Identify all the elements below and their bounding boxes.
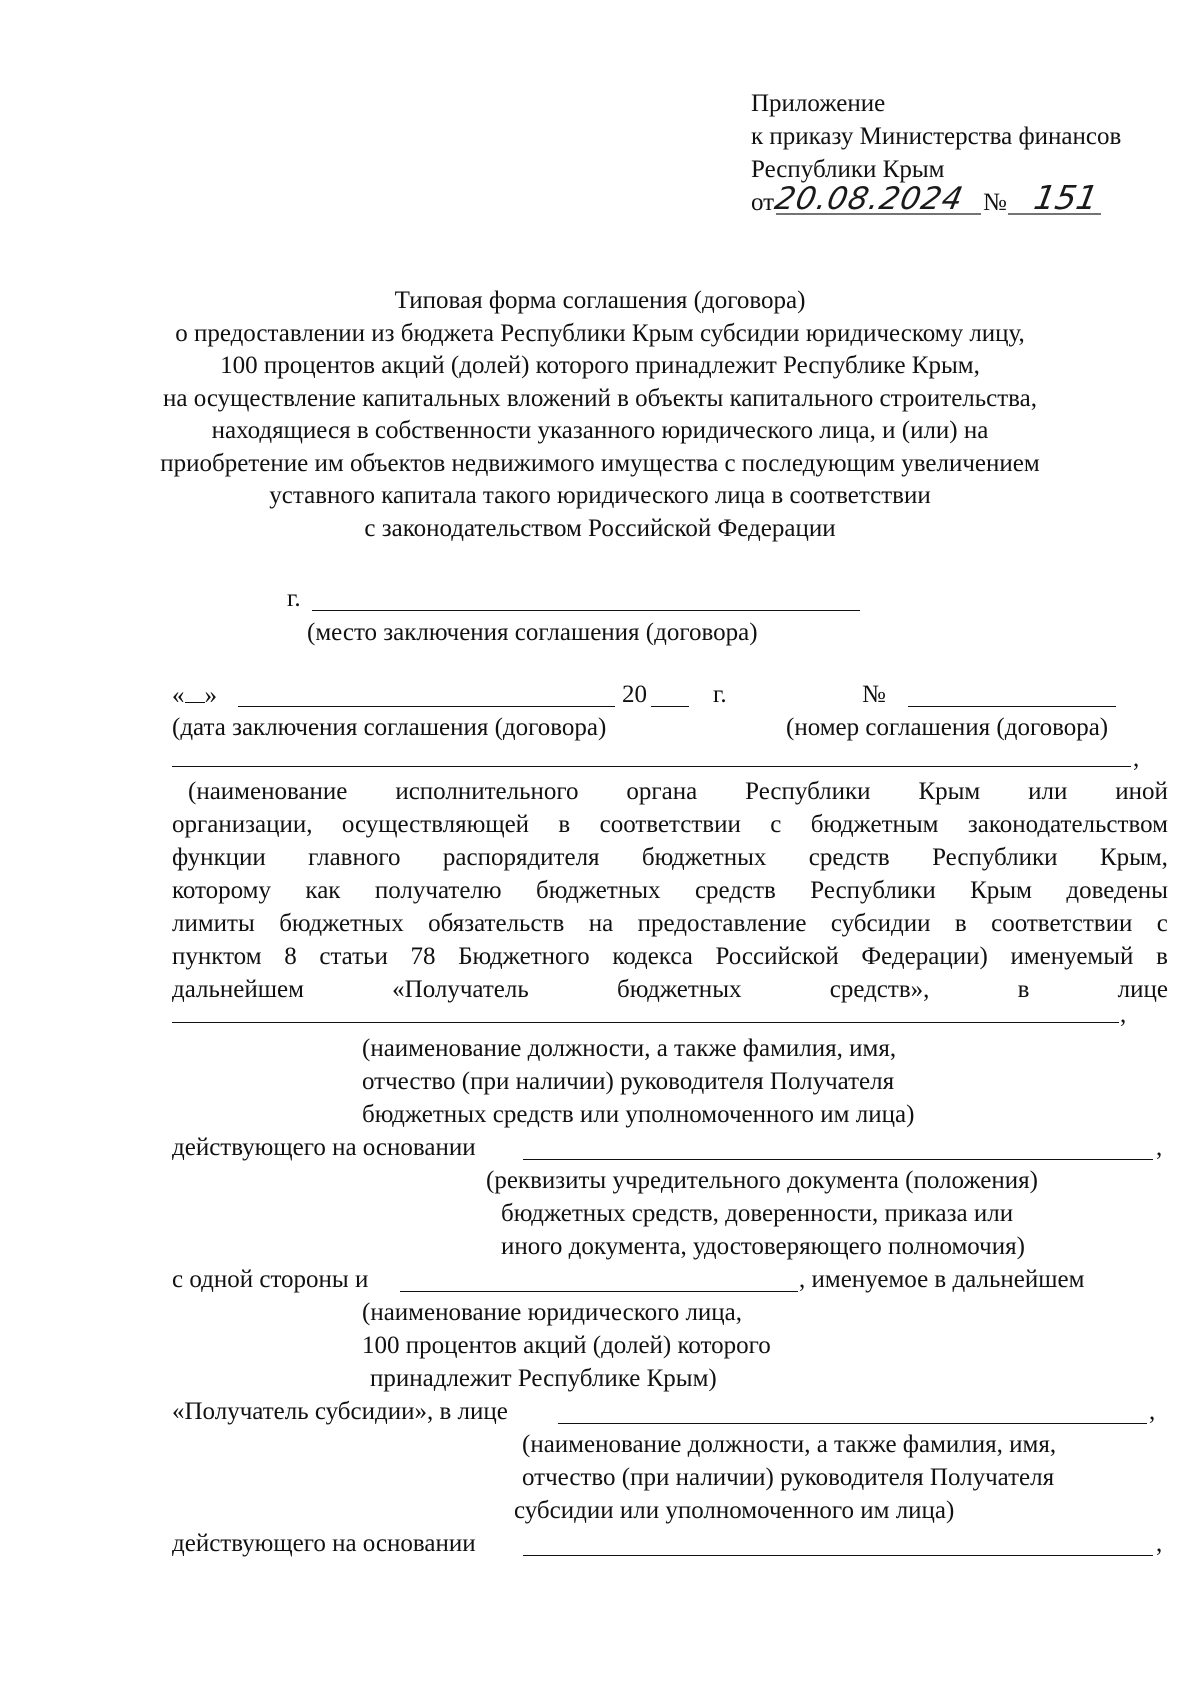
title-line: приобретение им объектов недвижимого имущества с последующим увеличением bbox=[160, 449, 1040, 477]
authority-caption-line: функции главного распорядителя бюджетных средств Республики Крым, bbox=[172, 844, 1168, 871]
basis-label: действующего на основании bbox=[172, 1134, 476, 1161]
authority-caption-line: организации, осуществляющей в соответствии с бюджетным законодательством bbox=[172, 811, 1168, 838]
recipient-caption-line: субсидии или уполномоченного им лица) bbox=[514, 1497, 955, 1524]
title-line: уставного капитала такого юридического лица в соответствии bbox=[269, 482, 931, 509]
legal-entity-caption-line: 100 процентов акций (долей) которого bbox=[362, 1332, 771, 1359]
title-line: находящиеся в собственности указанного юридического лица, и (или) на bbox=[211, 417, 989, 444]
recipient-label: «Получатель субсидии», в лице bbox=[172, 1398, 508, 1425]
appendix-date-prefix: от bbox=[751, 189, 775, 216]
appendix-label: Приложение bbox=[751, 90, 886, 117]
handwritten-date-number bbox=[771, 178, 1106, 226]
date-caption: (дата заключения соглашения (договора) bbox=[172, 714, 607, 741]
title-line: о предоставлении из бюджета Республики Крым субсидии юридическому лицу, bbox=[175, 319, 1025, 347]
legal-entity-field[interactable] bbox=[400, 1271, 798, 1292]
authority-caption-line: (наименование исполнительного органа Республики Крым или иной bbox=[188, 778, 1168, 805]
day-field[interactable] bbox=[185, 680, 205, 703]
title-line: Типовая форма соглашения (договора) bbox=[394, 287, 806, 314]
basis-label: действующего на основании bbox=[172, 1530, 476, 1557]
document-title bbox=[0, 285, 1200, 545]
appendix-order-line: к приказу Министерства финансов bbox=[751, 123, 1122, 150]
year-suffix: г. bbox=[713, 681, 727, 708]
agreement-number-label: № bbox=[862, 681, 886, 708]
comma: , bbox=[1156, 1134, 1163, 1161]
date-day: « » bbox=[172, 682, 217, 709]
year-field[interactable] bbox=[651, 686, 689, 707]
comma: , bbox=[1120, 1001, 1127, 1028]
year-prefix: 20 bbox=[622, 681, 647, 708]
recipient-official-field[interactable] bbox=[558, 1403, 1147, 1424]
authority-caption-line: дальнейшем «Получатель бюджетных средств», в лице bbox=[172, 976, 1168, 1003]
appendix-date-line bbox=[751, 188, 774, 218]
appendix-republic-line: Республики Крым bbox=[751, 156, 945, 183]
comma: , bbox=[1133, 745, 1140, 772]
official-name-field[interactable] bbox=[172, 1002, 1119, 1023]
title-line: на осуществление капитальных вложений в объекты капитального строительства, bbox=[162, 384, 1038, 412]
appendix-number-label: № bbox=[983, 189, 1007, 216]
title-line: с законодательством Российской Федерации bbox=[364, 514, 836, 542]
place-caption: (место заключения соглашения (договора) bbox=[307, 619, 758, 646]
place-prefix: г. bbox=[287, 585, 301, 612]
basis-caption-line: иного документа, удостоверяющего полномочия) bbox=[501, 1233, 1025, 1260]
official-caption-line: отчество (при наличии) руководителя Получателя bbox=[362, 1068, 895, 1095]
basis-field[interactable] bbox=[523, 1139, 1153, 1160]
recipient-caption-line: (наименование должности, а также фамилия, имя, bbox=[522, 1431, 1057, 1458]
number-caption: (номер соглашения (договора) bbox=[786, 714, 1109, 741]
authority-caption-line: лимиты бюджетных обязательств на предоставление субсидии в соответствии с bbox=[172, 910, 1168, 937]
official-caption-line: бюджетных средств или уполномоченного им лица) bbox=[362, 1101, 915, 1128]
agreement-number-field[interactable] bbox=[908, 686, 1116, 707]
authority-caption-line: пунктом 8 статьи 78 Бюджетного кодекса Российской Федерации) именуемый в bbox=[172, 943, 1168, 970]
legal-entity-caption-line: принадлежит Республике Крым) bbox=[370, 1365, 717, 1392]
basis-caption-line: бюджетных средств, доверенности, приказа или bbox=[501, 1200, 1014, 1227]
recipient-caption-line: отчество (при наличии) руководителя Получателя bbox=[522, 1464, 1055, 1491]
comma: , bbox=[1149, 1398, 1156, 1425]
basis-field[interactable] bbox=[523, 1535, 1153, 1556]
authority-name-field[interactable] bbox=[172, 746, 1131, 767]
one-side-suffix: , именуемое в дальнейшем bbox=[799, 1266, 1085, 1293]
comma: , bbox=[1156, 1530, 1163, 1557]
authority-caption-line: которому как получателю бюджетных средств Республики Крым доведены bbox=[172, 877, 1168, 904]
basis-caption-line: (реквизиты учредительного документа (положения) bbox=[486, 1167, 1038, 1194]
place-field[interactable] bbox=[312, 590, 860, 611]
title-line: 100 процентов акций (долей) которого принадлежит Республике Крым, bbox=[220, 352, 980, 379]
month-field[interactable] bbox=[238, 686, 615, 707]
legal-entity-caption-line: (наименование юридического лица, bbox=[362, 1299, 743, 1326]
svg-text:151: 151 bbox=[1031, 178, 1101, 217]
one-side-prefix: с одной стороны и bbox=[172, 1266, 369, 1293]
svg-text:20.08.2024: 20.08.2024 bbox=[771, 181, 967, 217]
official-caption-line: (наименование должности, а также фамилия, имя, bbox=[362, 1035, 897, 1062]
